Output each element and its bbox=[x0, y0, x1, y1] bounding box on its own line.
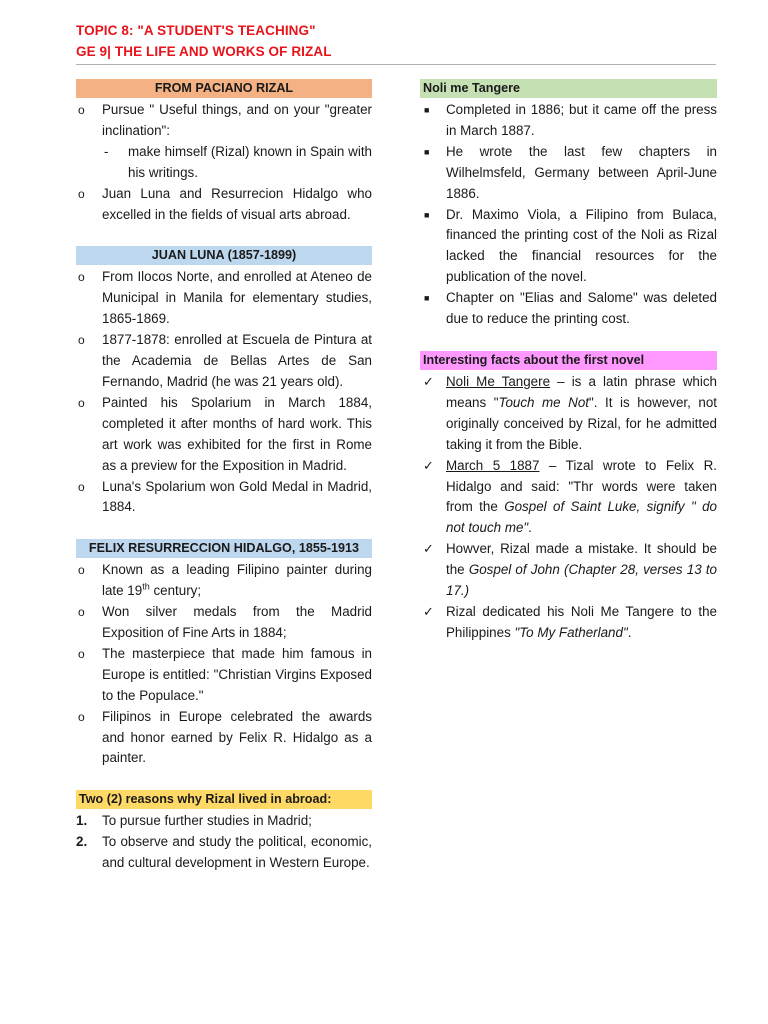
list-item: o Juan Luna and Resurrecion Hidalgo who excelled in the fields of visual arts abroad. bbox=[78, 185, 372, 222]
square-bullet-icon: ■ bbox=[424, 105, 430, 115]
header-divider bbox=[76, 64, 716, 65]
list-item: o 1877-1878: enrolled at Escuela de Pintura at the Academia de Bellas Artes de San Fernando, Madrid (he was 21 years old). bbox=[78, 332, 372, 389]
list-item: ✓ Howver, Rizal made a mistake. It should be the Gospel of John (Chapter 28, verses 13 to 17.) bbox=[423, 541, 717, 599]
square-bullet-icon: ■ bbox=[424, 293, 430, 304]
square-bullet-icon: ■ bbox=[424, 209, 430, 220]
list-item: o Known as a leading Filipino painter during late 19th century; bbox=[78, 562, 372, 599]
square-bullet-icon: ■ bbox=[424, 146, 430, 157]
list-item: 1. To pursue further studies in Madrid; bbox=[76, 811, 372, 832]
course-title: GE 9| THE LIFE AND WORKS OF RIZAL bbox=[76, 44, 332, 59]
reasons-heading: Two (2) reasons why Rizal lived in abroad: bbox=[76, 790, 372, 809]
facts-section bbox=[420, 351, 717, 644]
list-number: 2. bbox=[76, 834, 88, 850]
circle-bullet-icon: o bbox=[78, 563, 85, 578]
checkmark-icon: ✓ bbox=[423, 373, 434, 389]
reasons-section bbox=[76, 790, 372, 874]
list-number: 1. bbox=[76, 813, 88, 829]
right-column bbox=[420, 79, 717, 665]
list-item: o Painted his Spolarium in March 1884, completed it after months of hard work. This art work was exhibited for the first in Rome as a preview for the Exposition in Madrid. bbox=[78, 394, 372, 473]
noli-section bbox=[420, 79, 717, 330]
list-item: ■ Chapter on "Elias and Salome" was deleted due to reduce the printing cost. bbox=[424, 290, 717, 327]
list-item: o The masterpiece that made him famous in Europe is entitled: "Christian Virgins Exposed to the Populace." bbox=[78, 645, 372, 703]
checkmark-icon: ✓ bbox=[423, 457, 434, 473]
list-item: o Luna's Spolarium won Gold Medal in Madrid, 1884. bbox=[78, 478, 372, 515]
list-item: ✓ Rizal dedicated his Noli Me Tangere to the Philippines "To My Fatherland". bbox=[423, 603, 717, 640]
circle-bullet-icon: o bbox=[78, 270, 85, 285]
page-header bbox=[76, 20, 716, 62]
list-item: ■ He wrote the last few chapters in Wilhelmsfeld, Germany between April-June 1886. bbox=[424, 143, 717, 201]
noli-heading: Noli me Tangere bbox=[420, 79, 717, 98]
checkmark-icon: ✓ bbox=[423, 541, 434, 557]
dash-bullet-icon: - bbox=[104, 143, 109, 159]
circle-bullet-icon: o bbox=[78, 103, 85, 117]
circle-bullet-icon: o bbox=[78, 605, 85, 620]
luna-heading: JUAN LUNA (1857-1899) bbox=[76, 246, 372, 265]
list-item: ■ Dr. Maximo Viola, a Filipino from Bulaca, financed the printing cost of the Noli as Rizal lacked the financial resources for the publication of the novel. bbox=[424, 206, 717, 285]
sub-item: - make himself (Rizal) known in Spain with his writings. bbox=[104, 143, 372, 180]
circle-bullet-icon: o bbox=[78, 709, 85, 724]
hidalgo-section bbox=[76, 539, 372, 769]
paciano-heading: FROM PACIANO RIZAL bbox=[76, 79, 372, 98]
circle-bullet-icon: o bbox=[78, 333, 85, 348]
list-item: o Pursue " Useful things, and on your "greater inclination": bbox=[78, 102, 372, 138]
circle-bullet-icon: o bbox=[78, 646, 85, 661]
circle-bullet-icon: o bbox=[78, 395, 85, 410]
list-item: ✓ Noli Me Tangere – is a latin phrase which means "Touch me Not". It is however, not originally conceived by Rizal, for he admitted taking it from the Bible. bbox=[423, 373, 717, 452]
circle-bullet-icon: o bbox=[78, 186, 85, 201]
list-item: ■ Completed in 1886; but it came off the press in March 1887. bbox=[424, 102, 717, 138]
hidalgo-heading: FELIX RESURRECCION HIDALGO, 1855-1913 bbox=[76, 539, 372, 558]
paciano-section bbox=[76, 79, 372, 225]
list-item: ✓ March 5 1887 – Tizal wrote to Felix R. Hidalgo and said: "Thr words were taken from the Gospel of Saint Luke, signify " do not touch me". bbox=[423, 457, 717, 536]
topic-title: TOPIC 8: "A STUDENT'S TEACHING" bbox=[76, 23, 316, 38]
left-column bbox=[76, 79, 372, 895]
list-item: o Won silver medals from the Madrid Exposition of Fine Arts in 1884; bbox=[78, 604, 372, 641]
list-item: 2. To observe and study the political, economic, and cultural development in Western Europe. bbox=[76, 834, 372, 871]
facts-heading: Interesting facts about the first novel bbox=[420, 351, 717, 370]
list-item: o Filipinos in Europe celebrated the awards and honor earned by Felix R. Hidalgo as a painter. bbox=[78, 708, 372, 766]
luna-section bbox=[76, 246, 372, 518]
circle-bullet-icon: o bbox=[78, 479, 85, 494]
checkmark-icon: ✓ bbox=[423, 603, 434, 619]
list-item: o From Ilocos Norte, and enrolled at Ateneo de Municipal in Manila for elementary studies, 1865-1869. bbox=[78, 269, 372, 327]
